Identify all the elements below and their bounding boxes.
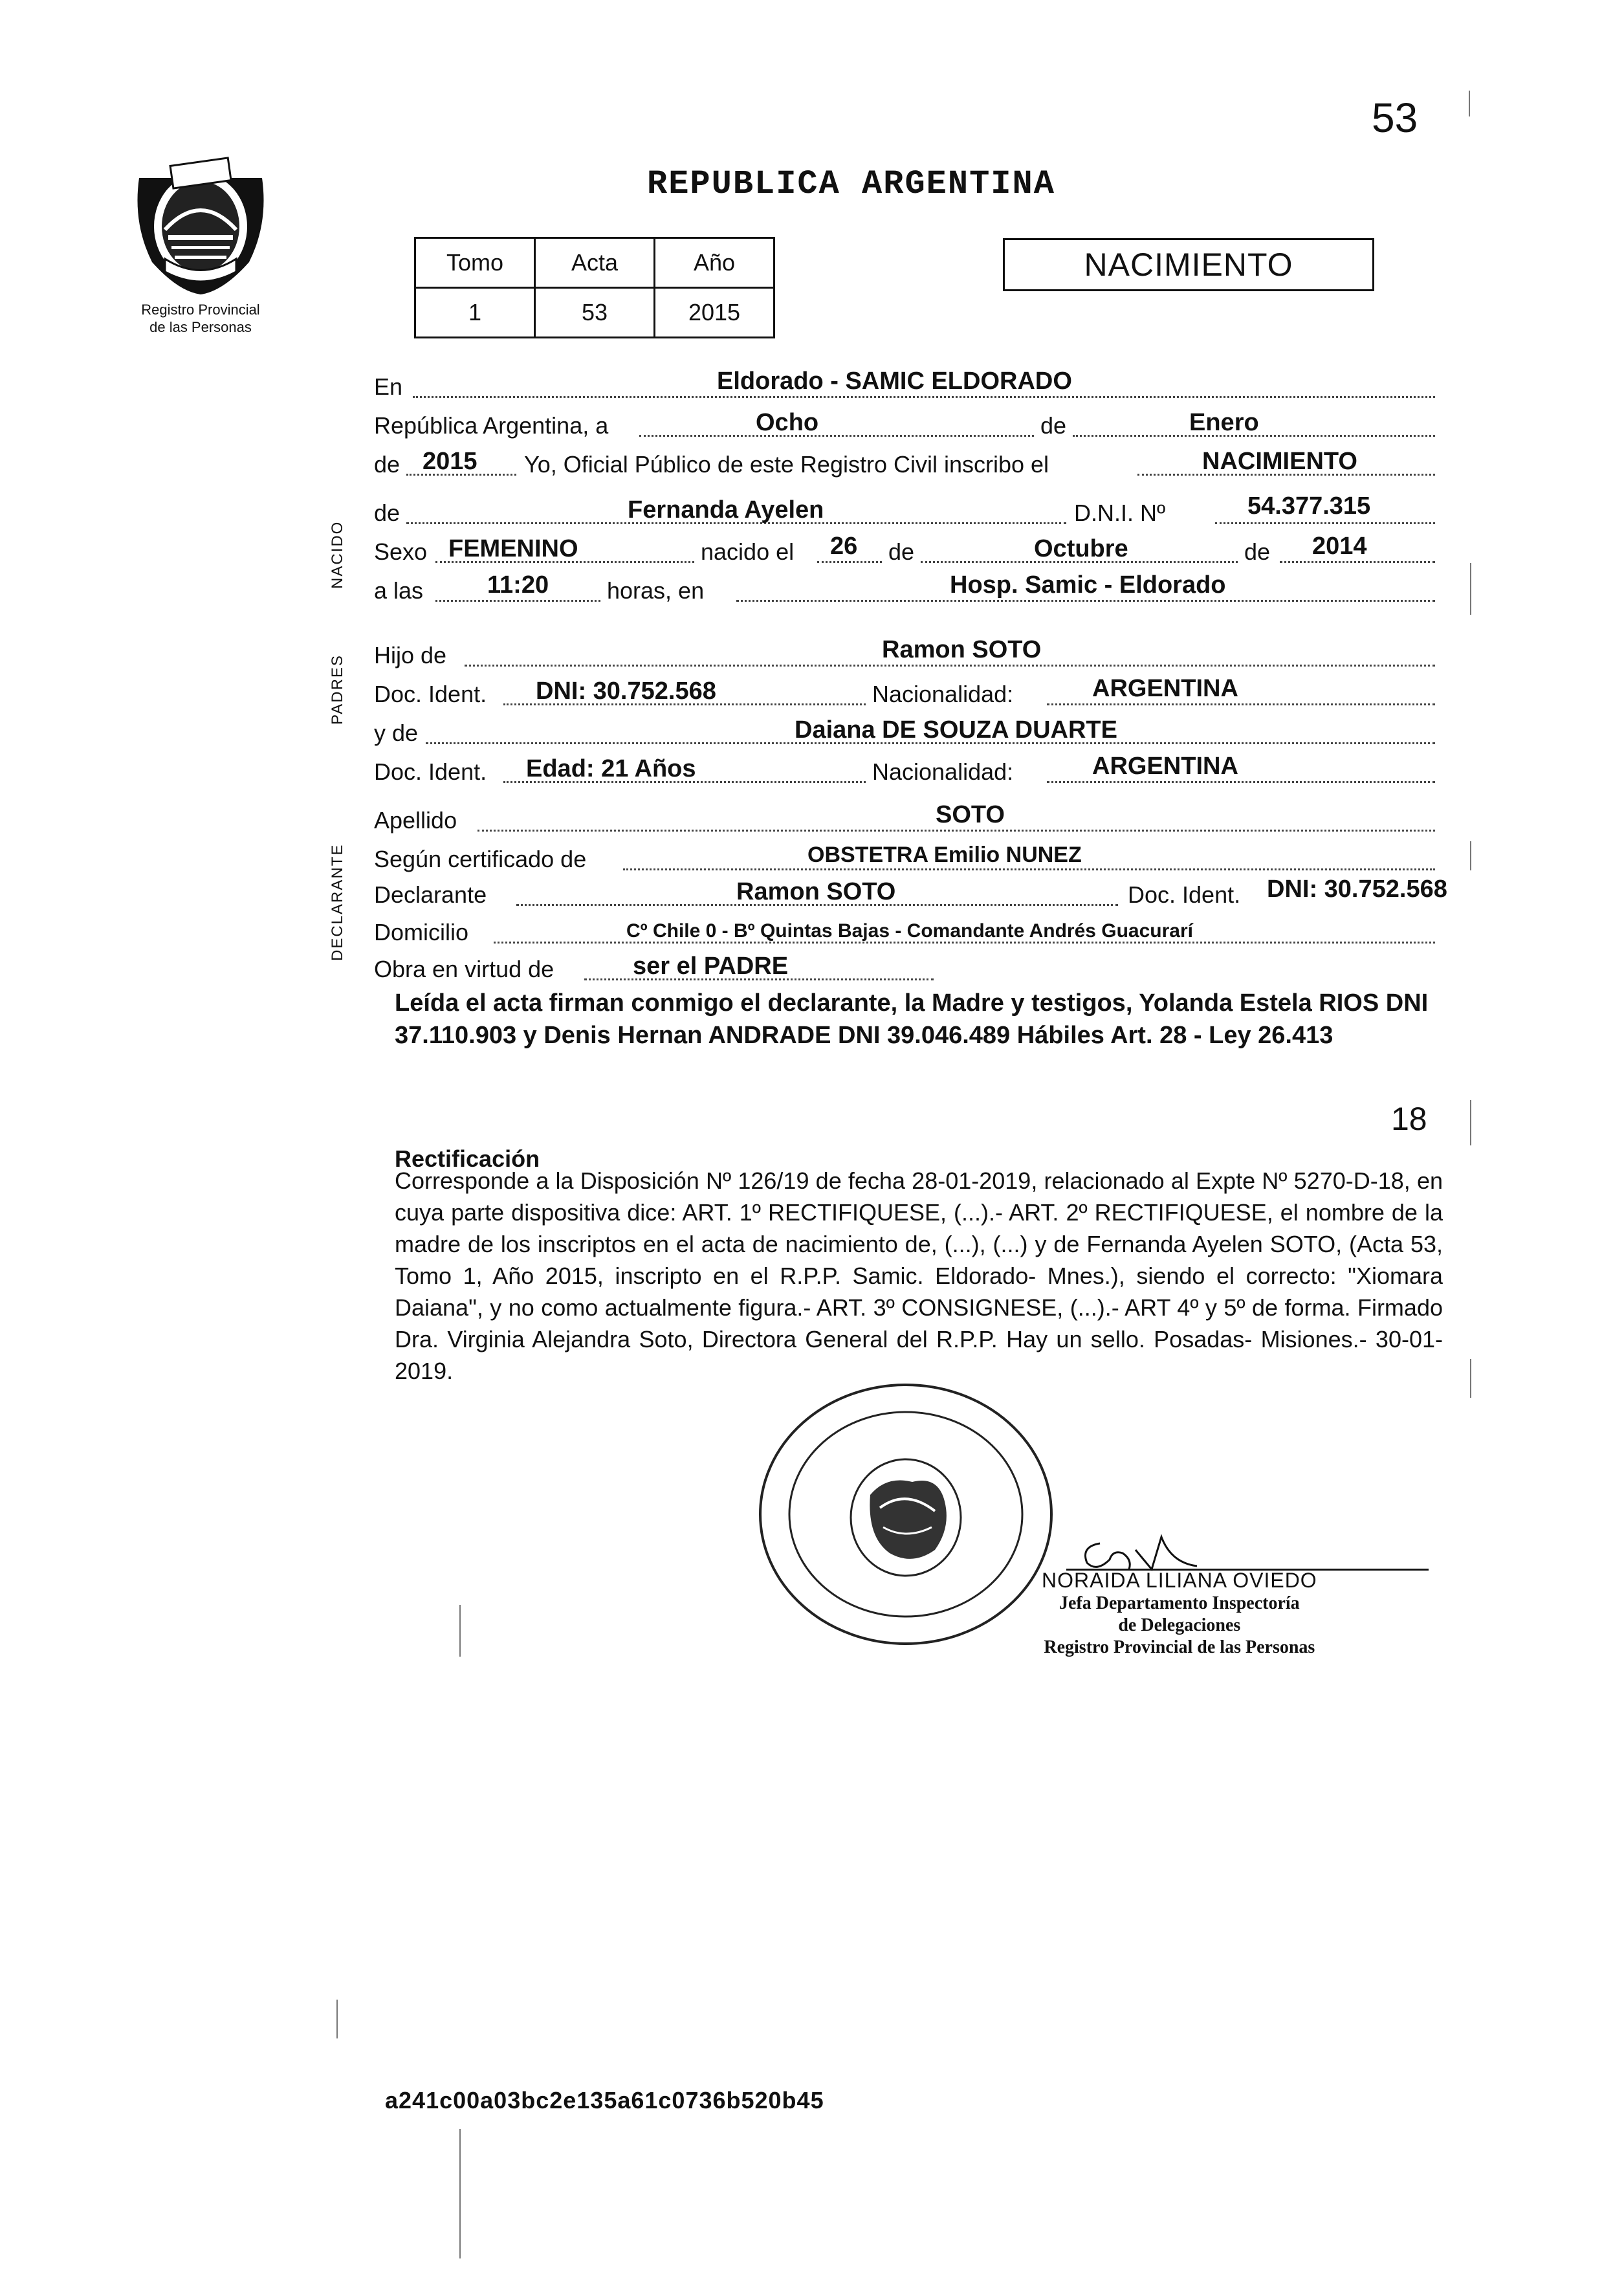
line-mother-doc: [374, 753, 1435, 789]
value-birth-day: 26: [830, 533, 858, 560]
side-label-nacido: NACIDO: [329, 520, 346, 589]
value-day: Ocho: [756, 409, 819, 436]
page-number: 53: [1372, 94, 1418, 141]
line-surname: [374, 801, 1435, 838]
value-certificate: OBSTETRA Emilio NUNEZ: [807, 843, 1082, 867]
label-yo: Yo, Oficial Público de este Registro Civil inscribo el: [524, 451, 1049, 478]
header-anio: Año: [655, 238, 774, 288]
rectification-title: Rectificación: [395, 1145, 540, 1172]
signature-line2: de Delegaciones: [1118, 1615, 1241, 1635]
value-month: Enero: [1189, 409, 1259, 436]
document-hash: a241c00a03bc2e135a61c0736b520b45: [385, 2087, 824, 2114]
rectification-number: 18: [1391, 1101, 1427, 1137]
label-domicilio: Domicilio: [374, 919, 469, 945]
value-declarant: Ramon SOTO: [736, 878, 896, 905]
value-birth-year: 2014: [1312, 533, 1367, 560]
label-horas: horas, en: [607, 577, 705, 604]
document-title: REPUBLICA ARGENTINA: [647, 165, 1055, 203]
line-declarant: [374, 876, 1447, 912]
line-name: [374, 492, 1435, 531]
header-acta: Acta: [535, 238, 655, 288]
value-anio: 2015: [655, 288, 774, 338]
label-de-birth-month: de: [888, 538, 915, 565]
line-year: [374, 450, 1435, 482]
label-nacido: nacido el: [701, 538, 795, 565]
value-mother-doc: Edad: 21 Años: [526, 755, 696, 782]
line-republica: [374, 411, 1435, 443]
label-de-year: de: [374, 451, 401, 478]
line-en: [374, 368, 1435, 404]
value-sexo: FEMENINO: [448, 535, 578, 562]
value-mother: Daiana DE SOUZA DUARTE: [795, 716, 1117, 744]
label-mother-nationality: Nacionalidad:: [872, 758, 1014, 785]
line-time: [374, 571, 1435, 608]
side-label-declarante: DECLARANTE: [329, 843, 346, 961]
line-address: [374, 918, 1435, 950]
registry-logo: [116, 152, 285, 336]
signature-line1: Jefa Departamento Inspectoría: [1059, 1593, 1300, 1613]
signature-scribble-icon: [1074, 1524, 1203, 1576]
label-en: En: [374, 373, 403, 400]
record-table-header-row: [415, 238, 774, 288]
label-declarante: Declarante: [374, 881, 487, 908]
signature-line3: Registro Provincial de las Personas: [1044, 1637, 1315, 1657]
header-tomo: Tomo: [415, 238, 535, 288]
value-year: 2015: [422, 448, 477, 475]
signature-block: [1042, 1569, 1317, 1659]
official-stamp-icon: [751, 1378, 1061, 1650]
label-alas: a las: [374, 577, 424, 604]
value-dni: 54.377.315: [1247, 492, 1371, 520]
line-capacity: [374, 955, 1435, 987]
value-father-nationality: ARGENTINA: [1092, 675, 1238, 702]
value-inscription: NACIMIENTO: [1202, 448, 1357, 475]
rectification-body: Corresponde a la Disposición Nº 126/19 de fecha 28-01-2019, relacionado al Expte Nº 5270-D-18, en cuya parte dispositiva dice: ART. 1º RECTIFIQUESE, (...).- ART. 2º RECTIFIQUESE, el nombre de la madre de los inscriptos en el acta de nacimiento de, (...), (...) y de Fernanda Ayelen SOTO, (Acta 53, Tomo 1, Año 2015, inscripto en el R.P.P. Samic. Eldorado- Mnes.), siendo el correcto: "Xiomara Daiana", y no como actualmente figura.- ART. 3º CONSIGNESE, (...).- ART 4º y 5º de forma. Firmado Dra. Virginia Alejandra Soto, Directora General del R.P.P. Hay un sello. Posadas- Misiones.- 30-01-2019.: [395, 1167, 1443, 1384]
value-father-doc: DNI: 30.752.568: [536, 678, 716, 705]
line-certificate: [374, 844, 1435, 877]
label-yde: y de: [374, 720, 419, 746]
value-acta: 53: [535, 288, 655, 338]
misiones-seal-icon: [126, 152, 275, 298]
line-sexo: [374, 533, 1435, 569]
label-hijo: Hijo de: [374, 642, 447, 668]
label-dni: D.N.I. Nº: [1074, 500, 1166, 526]
label-father-doc: Doc. Ident.: [374, 681, 487, 707]
line-mother: [374, 718, 1435, 751]
value-address: Cº Chile 0 - Bº Quintas Bajas - Comandante Andrés Guacurarí: [626, 920, 1193, 942]
logo-caption-2: de las Personas: [149, 319, 252, 335]
label-mother-doc: Doc. Ident.: [374, 758, 487, 785]
value-time: 11:20: [487, 571, 549, 599]
label-de-month: de: [1040, 412, 1067, 439]
label-segun: Según certificado de: [374, 846, 587, 872]
line-father: [374, 636, 1435, 673]
label-father-nationality: Nacionalidad:: [872, 681, 1014, 707]
label-sexo: Sexo: [374, 538, 428, 565]
value-birth-place: Hosp. Samic - Eldorado: [950, 571, 1226, 599]
signature-name: NORAIDA LILIANA OVIEDO: [1042, 1569, 1317, 1592]
label-de-name: de: [374, 500, 401, 526]
value-capacity: ser el PADRE: [633, 953, 789, 980]
value-mother-nationality: ARGENTINA: [1092, 753, 1238, 780]
logo-caption-1: Registro Provincial: [141, 302, 260, 318]
value-tomo: 1: [415, 288, 535, 338]
value-name: Fernanda Ayelen: [628, 496, 824, 524]
value-surname: SOTO: [936, 801, 1005, 828]
value-father: Ramon SOTO: [882, 636, 1042, 663]
value-place: Eldorado - SAMIC ELDORADO: [717, 368, 1072, 395]
label-obra: Obra en virtud de: [374, 956, 554, 982]
closing-text: Leída el acta firman conmigo el declarante, la Madre y testigos, Yolanda Estela RIOS DNI 37.110.903 y Denis Hernan ANDRADE DNI 39.046.489 Hábiles Art. 28 - Ley 26.413: [395, 989, 1429, 1049]
record-table: [414, 237, 775, 338]
label-apellido: Apellido: [374, 807, 457, 833]
value-declarant-doc: DNI: 30.752.568: [1267, 876, 1447, 903]
line-father-doc: [374, 675, 1435, 712]
label-republica: República Argentina, a: [374, 412, 609, 439]
side-label-padres: PADRES: [329, 654, 346, 725]
record-table-value-row: [415, 288, 774, 338]
label-de-birth-year: de: [1244, 538, 1271, 565]
record-type-box: NACIMIENTO: [1003, 238, 1374, 291]
label-declarant-doc: Doc. Ident.: [1128, 881, 1241, 908]
value-birth-month: Octubre: [1034, 535, 1128, 562]
